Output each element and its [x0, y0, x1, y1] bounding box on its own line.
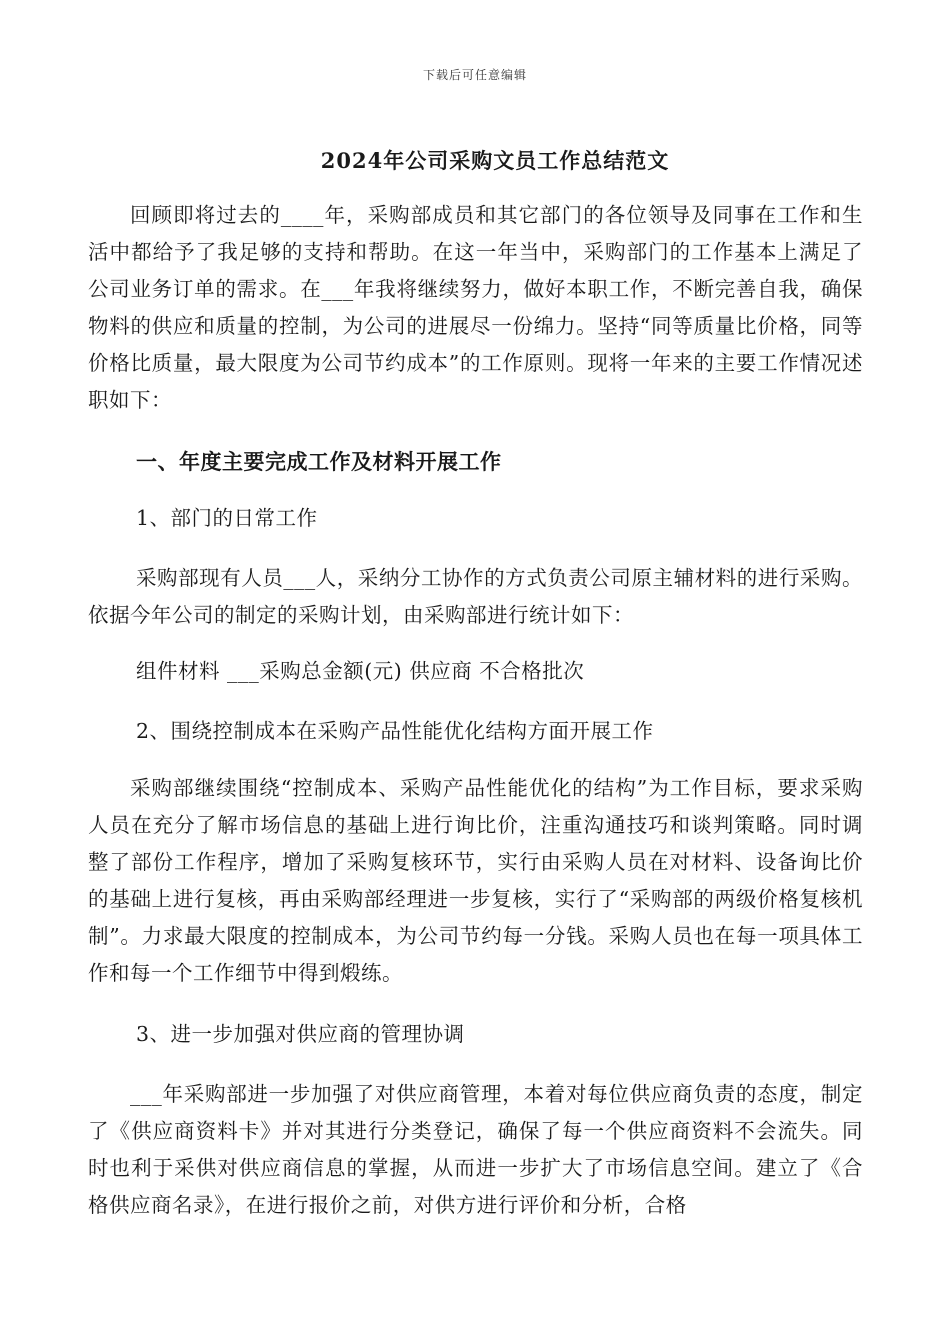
section-heading-1: 一、年度主要完成工作及材料开展工作	[136, 449, 502, 474]
document-title: 2024年公司采购文员工作总结范文	[320, 148, 670, 173]
subsection-heading-3: 3、进一步加强对供应商的管理协调	[136, 1022, 465, 1046]
header-note: 下载后可任意编辑	[422, 68, 527, 82]
subsection-heading-2: 2、围绕控制成本在采购产品性能优化结构方面开展工作	[136, 719, 654, 743]
intro-paragraph: 回顾即将过去的____年，采购部成员和其它部门的各位领导及同事在工作和生活中都给予了我足够的支持和帮助。在这一年当中，采购部门的工作基本上满足了公司业务订单的需求。在___年我将继续努力，做好本职工作，不断完善自我，确保物料的供应和质量的控制，为公司的进展尽一份绵力。坚持“同等质量比价格，同等价格比质量，最大限度为公司节约成本”的工作原则。现将一年来的主要工作情况述职如下：	[88, 203, 863, 412]
table-header-line: 组件材料 ___采购总金额(元) 供应商 不合格批次	[136, 659, 585, 683]
subsection-paragraph-2: 采购部继续围绕“控制成本、采购产品性能优化的结构”为工作目标，要求采购人员在充分了解市场信息的基础上进行询比价，注重沟通技巧和谈判策略。同时调整了部份工作程序，增加了采购复核环节，实行由采购人员在对材料、设备询比价的基础上进行复核，再由采购部经理进一步复核，实行了“采购部的两级价格复核机制”。力求最大限度的控制成本，为公司节约每一分钱。采购人员也在每一项具体工作和每一个工作细节中得到煅练。	[88, 776, 863, 985]
subsection-paragraph-3: ___年采购部进一步加强了对供应商管理，本着对每位供应商负责的态度，制定了《供应商资料卡》并对其进行分类登记，确保了每一个供应商资料不会流失。同时也利于采供对供应商信息的掌握，从而进一步扩大了市场信息空间。建立了《合格供应商名录》，在进行报价之前，对供方进行评价和分析，合格	[88, 1082, 863, 1217]
subsection-paragraph-1: 采购部现有人员___人，采纳分工协作的方式负责公司原主辅材料的进行采购。依据今年公司的制定的采购计划，由采购部进行统计如下：	[88, 566, 863, 627]
subsection-heading-1: 1、部门的日常工作	[136, 506, 318, 530]
